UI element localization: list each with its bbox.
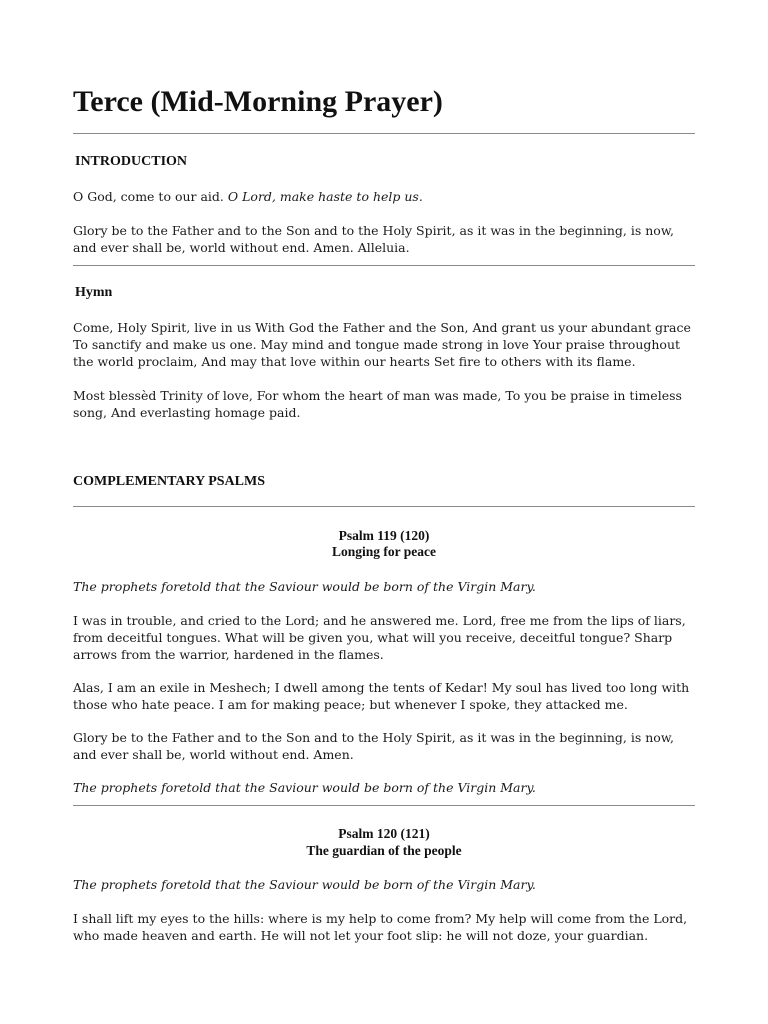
psalm-1-glory: Glory be to the Father and to the Son and to the Holy Spirit, as it was in the beginning, is now, and ever shall be, world without end. Amen. (73, 730, 675, 762)
divider (73, 506, 695, 507)
psalm-1-antiphon-repeat: The prophets foretold that the Saviour would be born of the Virgin Mary. (73, 780, 536, 795)
psalm-1-verse-2: Alas, I am an exile in Meshech; I dwell among the tents of Kedar! My soul has lived too long with those who hate peace. I am for making peace; but whenever I spoke, they attacked me. (73, 680, 690, 712)
psalm-1-verse-1: I was in trouble, and cried to the Lord; and he answered me. Lord, free me from the lips of liars, from deceitful tongues. What will be given you, what will you receive, deceitful tongue? Sharp arrows from the warrior, hardened in the flames. (73, 613, 686, 662)
introduction-heading: INTRODUCTION (75, 154, 188, 169)
psalm-1-antiphon: The prophets foretold that the Saviour would be born of the Virgin Mary. (73, 579, 536, 594)
introduction-versicle (73, 188, 695, 205)
psalm-2-antiphon: The prophets foretold that the Saviour would be born of the Virgin Mary. (73, 877, 536, 892)
versicle-text: O God, come to our aid. (73, 189, 224, 204)
psalm-2-subtitle: The guardian of the people (306, 843, 462, 858)
divider (73, 265, 695, 266)
hymn-heading: Hymn (75, 285, 113, 300)
hymn-stanza-1: Come, Holy Spirit, live in us With God the Father and the Son, And grant us your abundant grace To sanctify and make us one. May mind and tongue made strong in love Your praise throughout the world proclaim, And may that love within our hearts Set fire to others with its flame. (73, 320, 691, 369)
hymn-stanza-2: Most blessèd Trinity of love, For whom the heart of man was made, To you be praise in timeless song, And everlasting homage paid. (73, 388, 682, 420)
divider (73, 133, 695, 134)
psalm-2-number: Psalm 120 (121) (338, 826, 430, 841)
psalm-2-verse-1: I shall lift my eyes to the hills: where is my help to come from? My help will come from the Lord, who made heaven and earth. He will not let your foot slip: he will not doze, your guardian. (73, 911, 688, 943)
divider (73, 805, 695, 806)
page-title: Terce (Mid-Morning Prayer) (73, 85, 443, 118)
introduction-glory: Glory be to the Father and to the Son and to the Holy Spirit, as it was in the beginning, is now, and ever shall be, world without end. Amen. Alleluia. (73, 223, 675, 255)
psalm-1-number: Psalm 119 (120) (338, 528, 430, 543)
response-text: O Lord, make haste to help us. (227, 189, 423, 204)
psalm-1-subtitle: Longing for peace (332, 544, 436, 559)
psalms-heading: COMPLEMENTARY PSALMS (73, 474, 266, 489)
